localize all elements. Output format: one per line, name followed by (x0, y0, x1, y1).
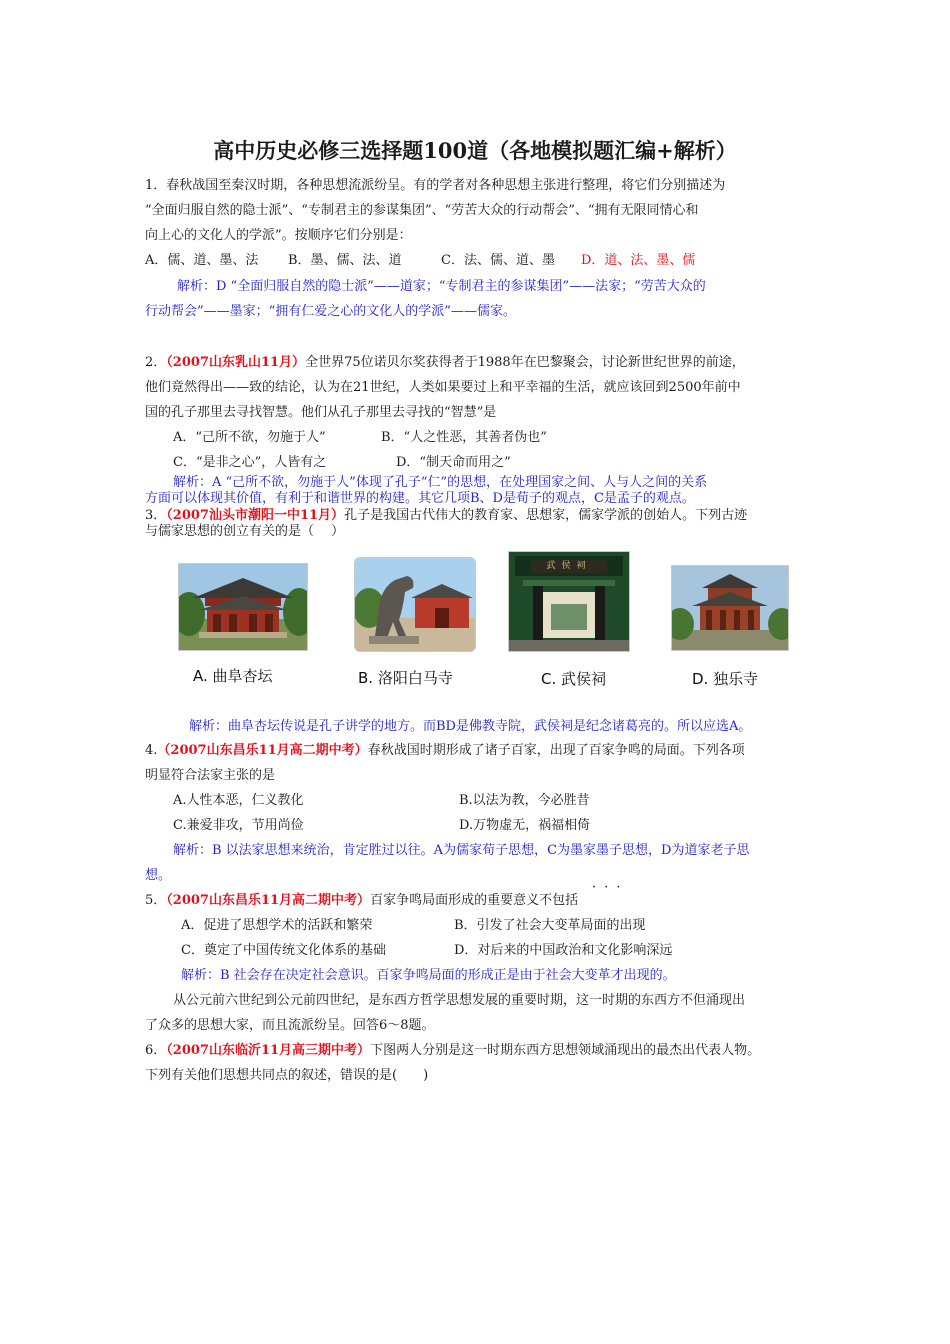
pavilion-illustration (672, 566, 788, 650)
q4-option-d: D.万物虚无，祸福相倚 (459, 818, 591, 833)
q5-option-d: D．对后来的中国政治和文化影响深远 (454, 943, 673, 958)
temple-hall-illustration (179, 564, 307, 650)
q4-source: （2007山东昌乐11月高二期中考） (157, 743, 368, 758)
q4-option-c: C.兼爱非攻，节用尚俭 (173, 818, 304, 833)
caption-b: B. 洛阳白马寺 (358, 669, 453, 687)
q3-number: 3． (145, 508, 167, 523)
q1-option-b: B．墨、儒、法、道 (288, 253, 402, 268)
q1-analysis-line-2: 行动帮会”——墨家；“拥有仁爱之心的文化人的学派”——儒家。 (145, 304, 516, 319)
q1-line-2: “全面归服自然的隐士派”、“专制君主的参谋集团”、“劳苦大众的行动帮会”、“拥有无限同情心和 (145, 203, 699, 218)
q3-line-2: 与儒家思想的创立有关的是（ ） (145, 524, 345, 539)
q4-text: 春秋战国时期形成了诸子百家，出现了百家争鸣的局面。下列各项 (367, 743, 745, 758)
q6-line-1 (145, 1042, 760, 1060)
q4-number: 4. (145, 743, 158, 758)
q2-option-c: C．“是非之心”，人皆有之 (173, 455, 327, 470)
q5-option-c: C．奠定了中国传统文化体系的基础 (181, 943, 386, 958)
q6-source: （2007山东临沂11月高三期中考） (166, 1043, 371, 1058)
photo-luoyang-baima-temple (354, 557, 476, 652)
q5-text: 百家争鸣局面形成的重要意义不包括 (370, 893, 579, 908)
photo-dule-temple (671, 565, 789, 651)
caption-a: A. 曲阜杏坛 (193, 667, 273, 685)
photo-wuhou-shrine (508, 551, 630, 652)
q5-emphasis-dots: ··· (592, 880, 629, 895)
q4-option-b: B.以法为教，今必胜昔 (459, 793, 590, 808)
q4-analysis-line-2: 想。 (145, 868, 172, 883)
q2-analysis-line-2: 方面可以体现其价值，有利于和谐世界的构建。其它几项B、D是荀子的观点，C是孟子的观点。 (145, 491, 695, 506)
q1-option-a: A．儒、道、墨、法 (145, 253, 259, 268)
q3-text: 孔子是我国古代伟大的教育家、思想家，儒家学派的创始人。下列古迹 (344, 508, 748, 523)
q2-source: （2007山东乳山11月） (166, 355, 306, 370)
q2-line-3: 国的孔子那里去寻找智慧。他们从孔子那里去寻找的“智慧”是 (145, 405, 497, 420)
intro-line-2: 了众多的思想大家，而且流派纷呈。回答6～8题。 (145, 1018, 435, 1033)
q2-number: 2． (145, 355, 167, 370)
q2-line-1 (145, 354, 745, 372)
q2-analysis-line-1: 解析：A “己所不欲，勿施于人”体现了孔子“仁”的思想，在处理国家之间、人与人之间的关系 (173, 475, 708, 490)
q2-text: 全世界75位诺贝尔奖获得者于1988年在巴黎聚会，讨论新世纪世界的前途， (305, 355, 745, 370)
q5-option-b: B．引发了社会大变革局面的出现 (454, 918, 646, 933)
q3-analysis: 解析：曲阜杏坛传说是孔子讲学的地方。而BD是佛教寺院，武侯祠是纪念诸葛亮的。所以应选A。 (189, 719, 752, 734)
q2-option-d: D．“制天命而用之” (396, 455, 511, 470)
q1-line-1: 1．春秋战国至秦汉时期，各种思想流派纷呈。有的学者对各种思想主张进行整理，将它们分别描述为 (145, 178, 726, 193)
q2-option-b: B．“人之性恶，其善者伪也” (381, 430, 547, 445)
q3-source: （2007汕头市潮阳一中11月） (166, 508, 345, 523)
q4-line-1 (145, 742, 745, 760)
caption-d: D. 独乐寺 (692, 670, 759, 688)
q6-number: 6． (145, 1043, 167, 1058)
q1-line-3: 向上心的文化人的学派”。按顺序它们分别是： (145, 228, 412, 243)
caption-c: C. 武侯祠 (541, 670, 607, 688)
q1-option-d-answer: D．道、法、墨、儒 (581, 253, 696, 268)
q6-line-2: 下列有关他们思想共同点的叙述，错误的是( ) (145, 1068, 429, 1083)
q5-line-1 (145, 892, 578, 910)
q5-number: 5． (145, 893, 167, 908)
q5-source: （2007山东昌乐11月高二期中考） (166, 893, 371, 908)
shrine-sign-text: 武侯祠 (546, 561, 592, 571)
q2-option-a: A．“己所不欲，勿施于人” (173, 430, 326, 445)
q1-analysis-line-1: 解析：D “全面归服自然的隐士派”——道家；“专制君主的参谋集团”——法家；“劳苦大众的 (177, 279, 706, 294)
q2-line-2: 他们竟然得出——致的结论，认为在21世纪，人类如果要过上和平幸福的生活，就应该回到2500年前中 (145, 380, 741, 395)
horse-statue-illustration (355, 558, 475, 651)
q5-option-a: A．促进了思想学术的活跃和繁荣 (181, 918, 373, 933)
q4-line-2: 明显符合法家主张的是 (145, 768, 276, 783)
photo-qufu-xingtan (178, 563, 308, 651)
intro-line-1: 从公元前六世纪到公元前四世纪，是东西方哲学思想发展的重要时期，这一时期的东西方不但涌现出 (173, 993, 746, 1008)
q4-option-a: A.人性本恶，仁义教化 (173, 793, 304, 808)
q6-text: 下图两人分别是这一时期东西方思想领域涌现出的最杰出代表人物。 (370, 1043, 761, 1058)
q4-analysis-line-1: 解析：B 以法家思想来统治，肯定胜过以往。A为儒家荀子思想，C为墨家墨子思想，D为道家老子思 (173, 843, 750, 858)
q5-analysis: 解析：B 社会存在决定社会意识。百家争鸣局面的形成正是由于社会大变革才出现的。 (181, 968, 676, 983)
q1-option-c: C．法、儒、道、墨 (441, 253, 555, 268)
page-title: 高中历史必修三选择题100道（各地模拟题汇编+解析） (213, 138, 737, 163)
